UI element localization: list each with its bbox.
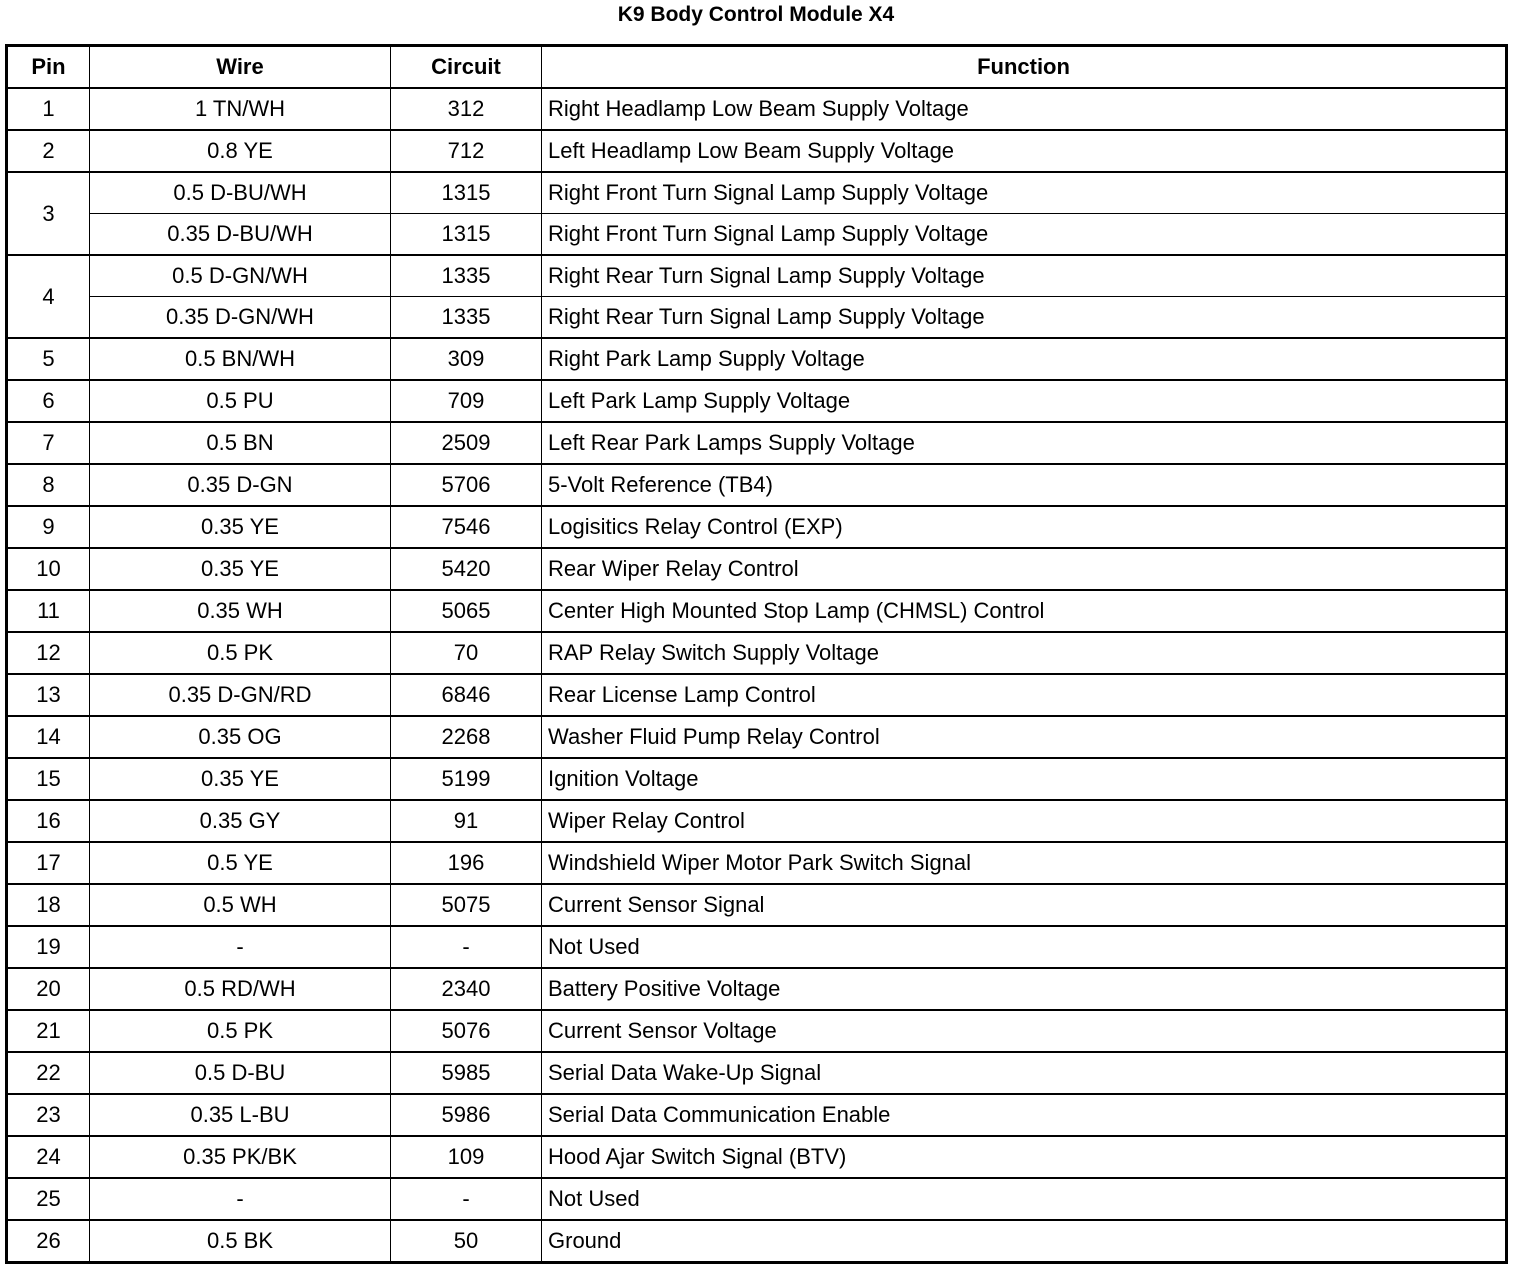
pin-cell: 20 [7,968,90,1010]
pin-cell: 5 [7,338,90,380]
pin-cell: 12 [7,632,90,674]
circuit-cell: 1315 [391,214,542,256]
wire-cell: 0.5 D-BU/WH [90,172,391,214]
wire-cell: 1 TN/WH [90,88,391,130]
pin-cell: 21 [7,1010,90,1052]
header-wire: Wire [90,46,391,89]
wire-cell: 0.5 D-BU [90,1052,391,1094]
circuit-cell: 2509 [391,422,542,464]
function-cell: Right Rear Turn Signal Lamp Supply Voltage [542,255,1507,297]
wire-cell: 0.5 PK [90,1010,391,1052]
function-cell: Battery Positive Voltage [542,968,1507,1010]
table-row [7,968,1507,1010]
wire-cell: 0.35 D-GN [90,464,391,506]
function-cell: Right Rear Turn Signal Lamp Supply Voltage [542,297,1507,339]
wire-cell: 0.35 L-BU [90,1094,391,1136]
table-row [7,380,1507,422]
circuit-cell: 5199 [391,758,542,800]
function-cell: Left Park Lamp Supply Voltage [542,380,1507,422]
header-function: Function [542,46,1507,89]
function-cell: Right Front Turn Signal Lamp Supply Voltage [542,214,1507,256]
circuit-cell: 70 [391,632,542,674]
table-row [7,422,1507,464]
function-cell: Not Used [542,1178,1507,1220]
table-row [7,842,1507,884]
pin-cell: 24 [7,1136,90,1178]
circuit-cell: 1335 [391,297,542,339]
table-row [7,1010,1507,1052]
pin-cell: 25 [7,1178,90,1220]
table-row [7,1052,1507,1094]
circuit-cell: 5986 [391,1094,542,1136]
circuit-cell: 709 [391,380,542,422]
pin-cell: 1 [7,88,90,130]
wire-cell: 0.5 PU [90,380,391,422]
circuit-cell: 109 [391,1136,542,1178]
document-title: K9 Body Control Module X4 [617,3,895,26]
table-row [7,800,1507,842]
table-row [7,464,1507,506]
function-cell: Right Park Lamp Supply Voltage [542,338,1507,380]
header-circuit: Circuit [391,46,542,89]
circuit-cell: 5075 [391,884,542,926]
wire-cell: 0.35 GY [90,800,391,842]
wire-cell: 0.35 OG [90,716,391,758]
circuit-cell: 2268 [391,716,542,758]
table-row [7,1094,1507,1136]
pin-cell: 26 [7,1220,90,1263]
wire-cell: 0.35 YE [90,758,391,800]
table-row [7,884,1507,926]
pin-cell: 4 [7,255,90,338]
function-cell: Ignition Voltage [542,758,1507,800]
function-cell: Not Used [542,926,1507,968]
pin-cell: 2 [7,130,90,172]
wire-cell: 0.5 PK [90,632,391,674]
circuit-cell: 712 [391,130,542,172]
table-row [7,255,1507,297]
pin-cell: 17 [7,842,90,884]
table-row [7,1220,1507,1263]
table-row [7,1178,1507,1220]
table-row [7,632,1507,674]
circuit-cell: 5076 [391,1010,542,1052]
wire-cell: 0.35 YE [90,548,391,590]
pin-cell: 10 [7,548,90,590]
wire-cell: 0.35 D-GN/RD [90,674,391,716]
pin-cell: 19 [7,926,90,968]
table-row [7,88,1507,130]
wire-cell: 0.35 D-GN/WH [90,297,391,339]
wire-cell: 0.35 D-BU/WH [90,214,391,256]
function-cell: Left Rear Park Lamps Supply Voltage [542,422,1507,464]
function-cell: Center High Mounted Stop Lamp (CHMSL) Control [542,590,1507,632]
function-cell: Logisitics Relay Control (EXP) [542,506,1507,548]
function-cell: Hood Ajar Switch Signal (BTV) [542,1136,1507,1178]
function-cell: Left Headlamp Low Beam Supply Voltage [542,130,1507,172]
pinout-table [5,44,1508,1264]
pin-cell: 16 [7,800,90,842]
table-header-row [7,46,1507,89]
wire-cell: 0.5 RD/WH [90,968,391,1010]
circuit-cell: 309 [391,338,542,380]
pin-cell: 6 [7,380,90,422]
pin-cell: 23 [7,1094,90,1136]
function-cell: Right Front Turn Signal Lamp Supply Voltage [542,172,1507,214]
wire-cell: - [90,1178,391,1220]
function-cell: Serial Data Communication Enable [542,1094,1507,1136]
function-cell: 5-Volt Reference (TB4) [542,464,1507,506]
table-row [7,926,1507,968]
table-row [7,130,1507,172]
wire-cell: 0.8 YE [90,130,391,172]
circuit-cell: 5420 [391,548,542,590]
table-row [7,338,1507,380]
function-cell: RAP Relay Switch Supply Voltage [542,632,1507,674]
circuit-cell: 7546 [391,506,542,548]
wire-cell: 0.5 BK [90,1220,391,1263]
function-cell: Wiper Relay Control [542,800,1507,842]
function-cell: Washer Fluid Pump Relay Control [542,716,1507,758]
function-cell: Serial Data Wake-Up Signal [542,1052,1507,1094]
wire-cell: 0.5 WH [90,884,391,926]
table-row [7,172,1507,214]
circuit-cell: - [391,926,542,968]
pin-cell: 9 [7,506,90,548]
header-pin: Pin [7,46,90,89]
circuit-cell: 5985 [391,1052,542,1094]
pin-cell: 15 [7,758,90,800]
table-body [7,88,1507,1263]
function-cell: Windshield Wiper Motor Park Switch Signal [542,842,1507,884]
table-row [7,590,1507,632]
circuit-cell: 1315 [391,172,542,214]
table-row [7,297,1507,339]
table-row [7,214,1507,256]
circuit-cell: 5706 [391,464,542,506]
pin-cell: 7 [7,422,90,464]
circuit-cell: 91 [391,800,542,842]
function-cell: Rear Wiper Relay Control [542,548,1507,590]
table-row [7,548,1507,590]
pin-cell: 11 [7,590,90,632]
function-cell: Right Headlamp Low Beam Supply Voltage [542,88,1507,130]
table-row [7,758,1507,800]
wire-cell: 0.35 YE [90,506,391,548]
table-row [7,1136,1507,1178]
wire-cell: 0.5 BN [90,422,391,464]
wire-cell: - [90,926,391,968]
function-cell: Ground [542,1220,1507,1263]
circuit-cell: - [391,1178,542,1220]
pin-cell: 22 [7,1052,90,1094]
table-row [7,506,1507,548]
circuit-cell: 196 [391,842,542,884]
function-cell: Current Sensor Signal [542,884,1507,926]
wire-cell: 0.5 D-GN/WH [90,255,391,297]
table-row [7,674,1507,716]
circuit-cell: 6846 [391,674,542,716]
circuit-cell: 50 [391,1220,542,1263]
circuit-cell: 5065 [391,590,542,632]
wire-cell: 0.5 BN/WH [90,338,391,380]
pin-cell: 3 [7,172,90,255]
pin-cell: 8 [7,464,90,506]
table-row [7,716,1507,758]
wire-cell: 0.5 YE [90,842,391,884]
wire-cell: 0.35 PK/BK [90,1136,391,1178]
function-cell: Rear License Lamp Control [542,674,1507,716]
function-cell: Current Sensor Voltage [542,1010,1507,1052]
circuit-cell: 1335 [391,255,542,297]
pin-cell: 14 [7,716,90,758]
circuit-cell: 312 [391,88,542,130]
pin-cell: 13 [7,674,90,716]
circuit-cell: 2340 [391,968,542,1010]
pin-cell: 18 [7,884,90,926]
wire-cell: 0.35 WH [90,590,391,632]
